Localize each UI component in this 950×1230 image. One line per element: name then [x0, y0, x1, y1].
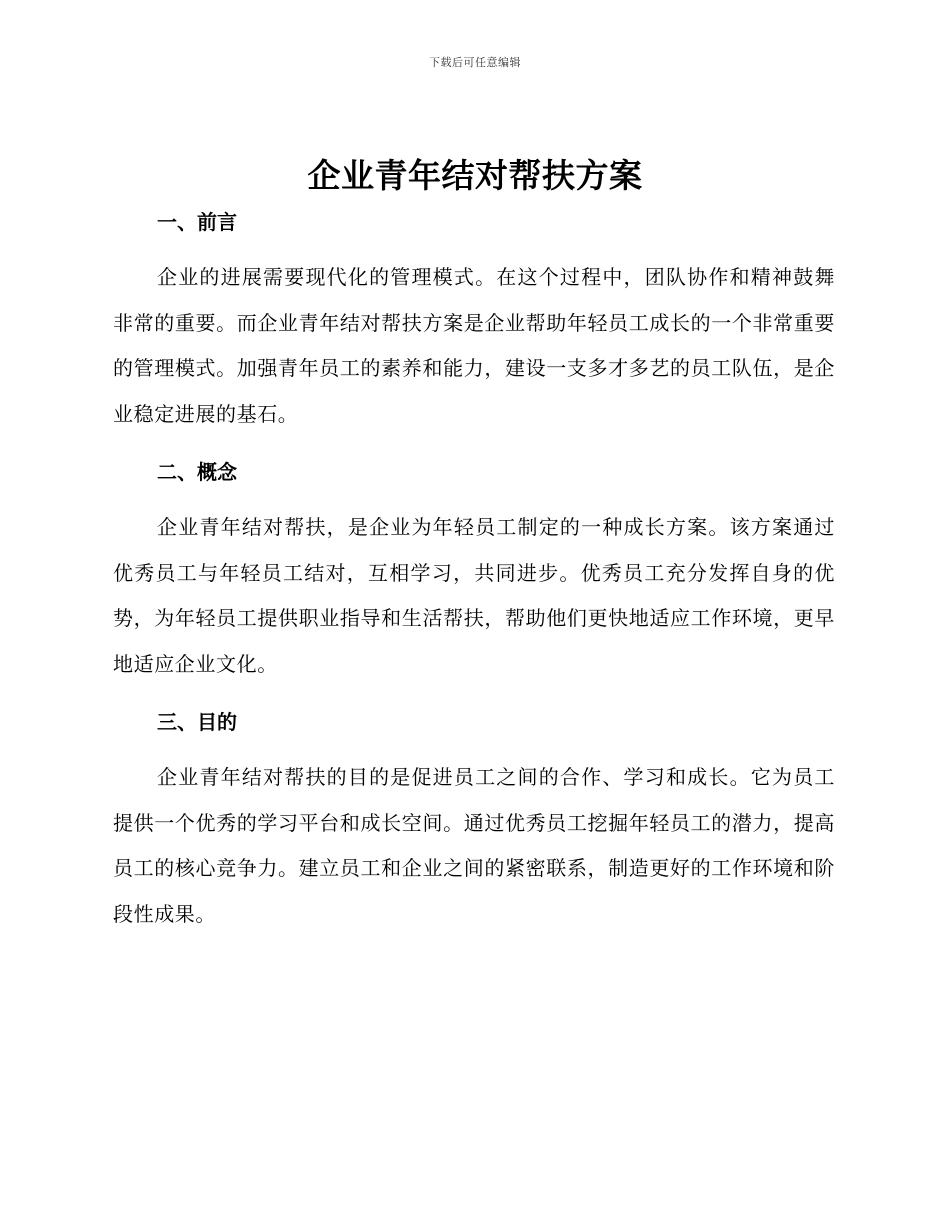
section-body-preface: 企业的进展需要现代化的管理模式。在这个过程中，团队协作和精神鼓舞非常的重要。而企业青年结对帮扶方案是企业帮助年轻员工成长的一个非常重要的管理模式。加强青年员工的素养和能力，建设一支多才多艺的员工队伍，是企业稳定进展的基石。: [113, 265, 835, 426]
section-heading-preface: 一、前言: [157, 210, 237, 234]
section-heading-concept: 二、概念: [157, 460, 237, 484]
document-title: 企业青年结对帮扶方案: [307, 156, 643, 195]
section-body-concept: 企业青年结对帮扶，是企业为年轻员工制定的一种成长方案。该方案通过优秀员工与年轻员工结对，互相学习，共同进步。优秀员工充分发挥自身的优势，为年轻员工提供职业指导和生活帮扶，帮助他们更快地适应工作环境，更早地适应企业文化。: [113, 515, 835, 676]
section-body-purpose: 企业青年结对帮扶的目的是促进员工之间的合作、学习和成长。它为员工提供一个优秀的学习平台和成长空间。通过优秀员工挖掘年轻员工的潜力，提高员工的核心竞争力。建立员工和企业之间的紧密联系，制造更好的工作环境和阶段性成果。: [113, 765, 835, 926]
header-note: 下载后可任意编辑: [429, 56, 521, 69]
section-heading-purpose: 三、目的: [157, 710, 237, 734]
